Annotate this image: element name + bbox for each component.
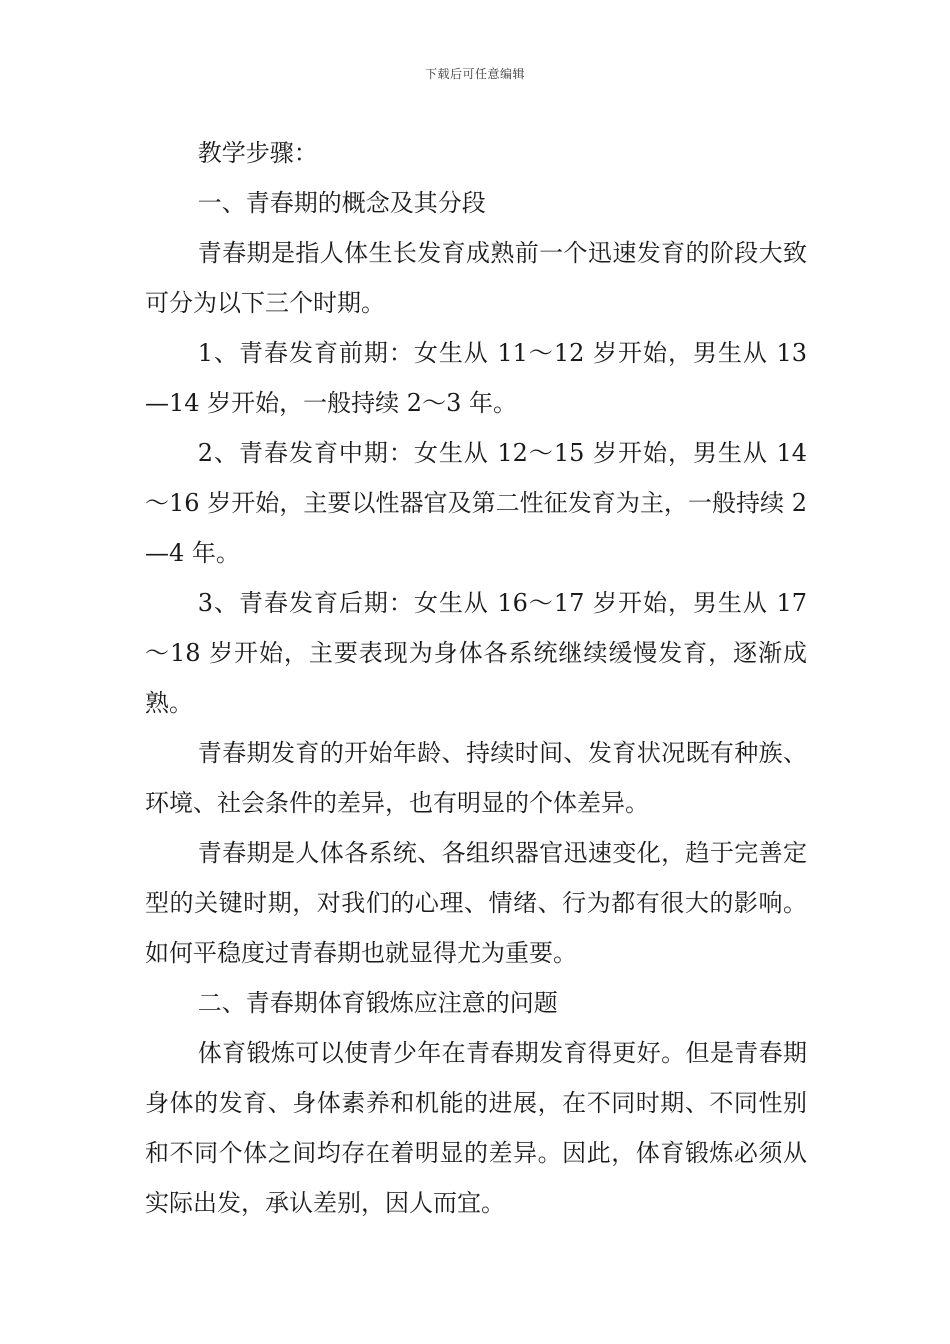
document-body — [145, 128, 807, 1228]
paragraph-differences: 青春期发育的开始年龄、持续时间、发育状况既有种族、环境、社会条件的差异，也有明显的个体差异。 — [145, 739, 807, 817]
section-label-teaching-steps: 教学步骤： — [197, 139, 318, 167]
paragraph-definition: 青春期是指人体生长发育成熟前一个迅速发育的阶段大致可分为以下三个时期。 — [145, 239, 807, 317]
page-header: 下载后可任意编辑 — [424, 67, 525, 81]
paragraph-late-stage: 3、青春发育后期：女生从 16～17 岁开始，男生从 17～18 岁开始，主要表现为身体各系统继续缓慢发育，逐渐成熟。 — [145, 589, 807, 717]
section-heading-2: 二、青春期体育锻炼应注意的问题 — [197, 989, 558, 1017]
paragraph-exercise: 体育锻炼可以使青少年在青春期发育得更好。但是青春期身体的发育、身体素养和机能的进展，在不同时期、不同性别和不同个体之间均存在着明显的差异。因此，体育锻炼必须从实际出发，承认差别，因人而宜。 — [145, 1039, 807, 1217]
section-heading-1: 一、青春期的概念及其分段 — [197, 189, 486, 217]
paragraph-early-stage: 1、青春发育前期：女生从 11～12 岁开始，男生从 13—14 岁开始，一般持续 2～3 年。 — [145, 339, 807, 417]
paragraph-key-period: 青春期是人体各系统、各组织器官迅速变化，趋于完善定型的关键时期，对我们的心理、情绪、行为都有很大的影响。如何平稳度过青春期也就显得尤为重要。 — [145, 839, 807, 967]
paragraph-middle-stage: 2、青春发育中期：女生从 12～15 岁开始，男生从 14～16 岁开始，主要以性器官及第二性征发育为主，一般持续 2—4 年。 — [145, 439, 807, 567]
